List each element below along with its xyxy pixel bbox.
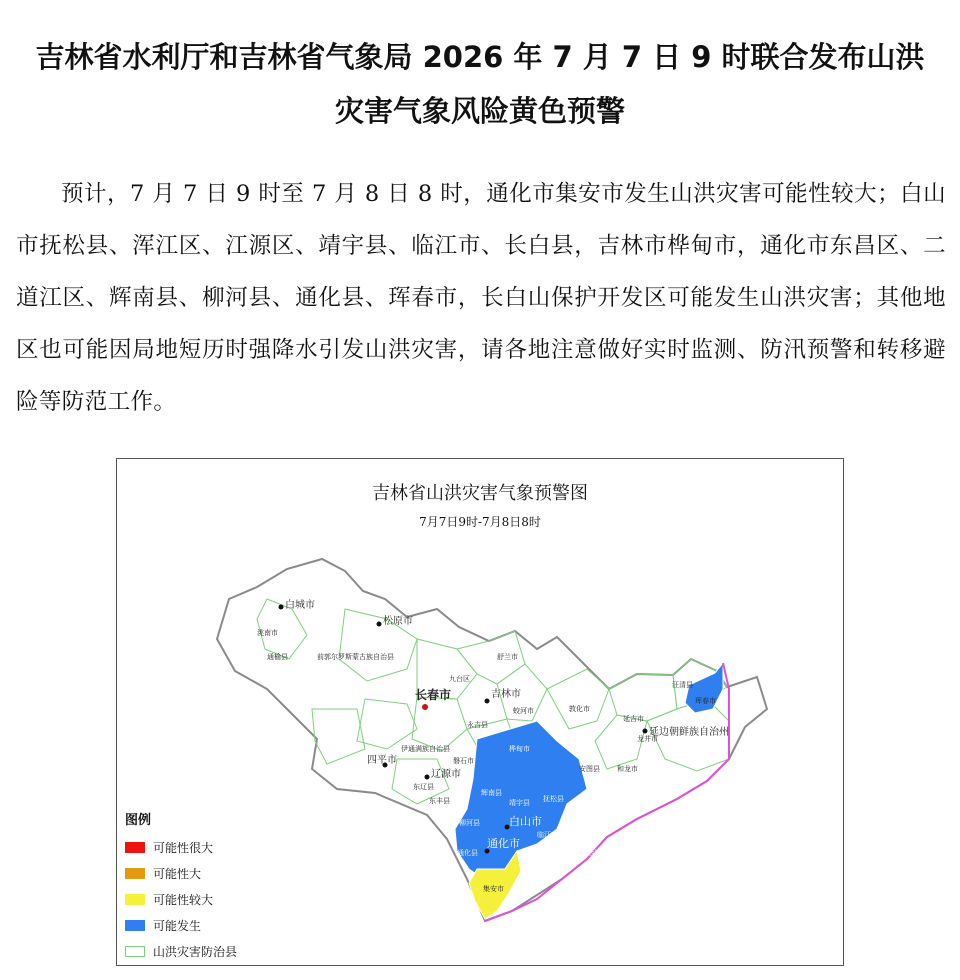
city-label-jilin: 吉林市 (491, 689, 521, 700)
city-dot-baicheng (279, 605, 284, 610)
legend-label: 可能性较大 (153, 892, 214, 907)
place-label-shulan: 舒兰市 (497, 653, 518, 661)
legend-swatch (125, 920, 145, 931)
legend-label: 可能发生 (153, 918, 202, 933)
legend-swatch (125, 842, 145, 853)
place-label-jiaohe: 蛟河市 (513, 707, 534, 715)
place-label-fusong: 抚松县 (543, 795, 564, 803)
city-label-yanbian: 延边朝鲜族自治州 (649, 727, 729, 738)
legend-swatch (125, 946, 145, 957)
warning-paragraph: 预计，7 月 7 日 9 时至 7 月 8 日 8 时，通化市集安市发生山洪灾害可能性较大；白山市抚松县、浑江区、江源区、靖宇县、临江市、长白县，吉林市桦甸市，通化市东昌区、二道江区、辉南县、柳河县、通化县、珲春市，长白山保护开发区可能发生山洪灾害；其他地区也可能因局地短历时强降水引发山洪灾害，请各地注意做好实时监测、防汛预警和转移避险等防范工作。 (16, 181, 946, 415)
city-label-baicheng: 白城市 (285, 600, 315, 611)
city-label-siping: 四平市 (367, 755, 397, 766)
city-dot-yanbian (643, 729, 648, 734)
place-label-taonan: 洮南市 (257, 629, 278, 637)
city-dot-songyuan (377, 622, 382, 627)
legend-item (125, 938, 265, 964)
map-subtitle: 7月7日9时-7月8日8时 (419, 515, 541, 529)
place-label-liuhe: 柳河县 (459, 819, 480, 827)
legend-item (125, 886, 265, 912)
place-label-antu: 安图县 (579, 765, 600, 773)
place-label-yanji: 延吉市 (623, 715, 644, 723)
city-dot-liaoyuan (425, 775, 430, 780)
city-label-changchun: 长春市 (415, 688, 452, 702)
place-label-linjiang: 临江市 (537, 831, 558, 839)
city-dot-changchun (422, 704, 428, 710)
legend-item (125, 834, 265, 860)
document-title (0, 30, 960, 138)
legend-item (125, 860, 265, 886)
place-label-dongfeng: 东丰县 (429, 797, 450, 805)
place-label-hunchun: 珲春市 (695, 697, 716, 705)
place-label-qianguo: 前郭尔罗斯蒙古族自治县 (317, 653, 394, 661)
place-label-dongliao: 东辽县 (413, 783, 434, 791)
legend-item (125, 912, 265, 938)
map-legend (125, 809, 265, 964)
title-line-2: 灾害气象风险黄色预警 (334, 94, 625, 128)
place-label-tonghuaxian: 通化县 (457, 849, 478, 857)
place-label-huinan: 辉南县 (481, 789, 502, 797)
place-label-panshi: 磐石市 (453, 757, 474, 765)
map-title: 吉林省山洪灾害气象预警图 (372, 483, 588, 504)
legend-label: 可能性很大 (153, 840, 214, 855)
warning-map (116, 458, 844, 966)
place-label-yitong: 伊通满族自治县 (401, 745, 450, 753)
place-label-huadian: 桦甸市 (509, 745, 530, 753)
place-label-tongyu: 通榆县 (267, 653, 288, 661)
place-label-jingyu: 靖宇县 (509, 799, 530, 807)
city-label-tonghua: 通化市 (487, 837, 520, 850)
legend-swatch (125, 894, 145, 905)
place-label-longjing: 龙井市 (637, 735, 658, 743)
legend-title: 图例 (125, 813, 152, 828)
title-line-1: 吉林省水利厅和吉林省气象局 2026 年 7 月 7 日 9 时联合发布山洪 (35, 40, 925, 74)
place-label-wangqing: 汪清县 (672, 681, 693, 689)
place-label-helong: 和龙市 (617, 765, 638, 773)
legend-label: 可能性大 (153, 866, 202, 881)
city-label-liaoyuan: 辽源市 (431, 769, 461, 780)
place-label-jian: 集安市 (483, 885, 504, 893)
place-label-yongji: 永吉县 (467, 721, 488, 729)
city-label-songyuan: 松原市 (383, 616, 413, 627)
legend-swatch (125, 868, 145, 879)
city-dot-jilin (485, 699, 490, 704)
place-label-dunhua: 敦化市 (569, 705, 590, 713)
city-label-baishan: 白山市 (509, 815, 542, 828)
place-label-jiutai: 九台区 (449, 675, 470, 683)
legend-label: 山洪灾害防治县 (153, 944, 238, 959)
place-label-changbai: 长白朝鲜族自治县 (545, 849, 601, 857)
